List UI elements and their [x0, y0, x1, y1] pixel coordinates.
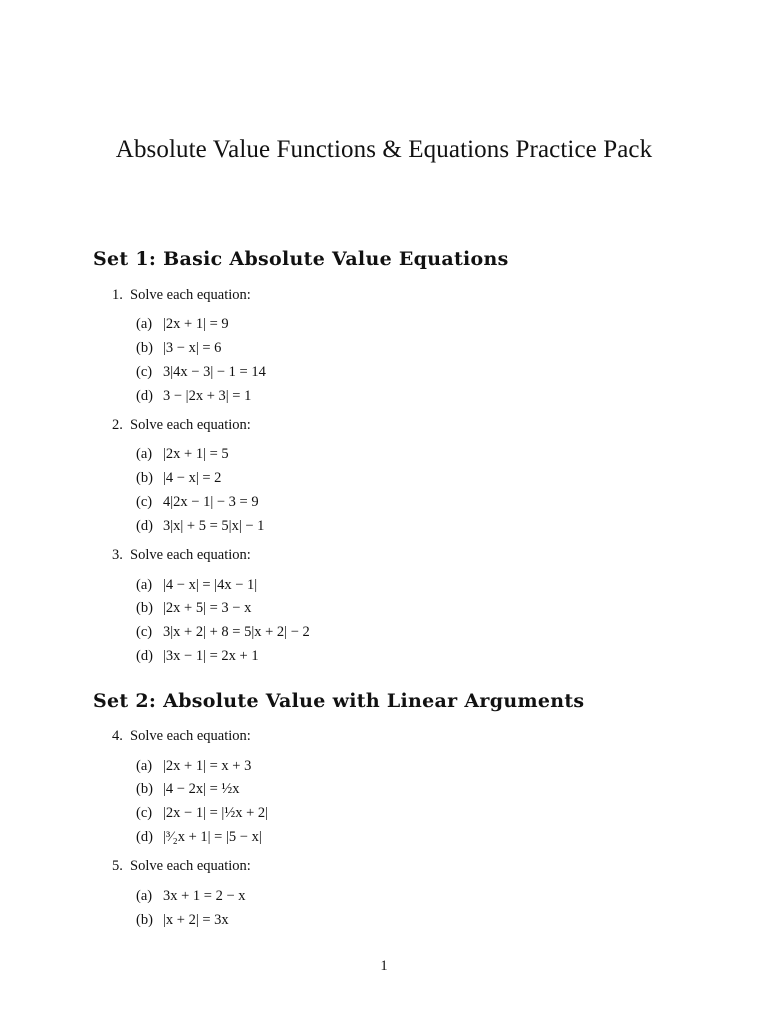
equation: |³⁄₂x + 1| = |5 − x| [163, 829, 262, 845]
problem-1-stem [112, 287, 251, 304]
equation: 3|x + 2| + 8 = 5|x + 2| − 2 [163, 624, 310, 640]
problem-4-stem [112, 728, 251, 745]
problem-3-stem [112, 547, 251, 564]
problem-stem-text: Solve each equation: [130, 287, 251, 303]
problem-5a [136, 888, 246, 905]
problem-4c [136, 805, 268, 822]
equation: |4 − 2x| = ½x [163, 781, 240, 797]
problem-3a [136, 577, 257, 594]
problem-4a [136, 758, 251, 775]
subitem-label: (a) [136, 446, 153, 462]
equation: 3 − |2x + 3| = 1 [163, 388, 252, 404]
problem-stem-text: Solve each equation: [130, 728, 251, 744]
problem-2a [136, 446, 229, 463]
problem-number: 1. [112, 287, 123, 303]
problem-2-stem [112, 417, 251, 434]
subitem-label: (a) [136, 888, 153, 904]
subitem-label: (d) [136, 388, 153, 404]
equation: |3 − x| = 6 [163, 340, 222, 356]
problem-2c [136, 494, 259, 511]
subitem-label: (c) [136, 624, 153, 640]
problem-stem-text: Solve each equation: [130, 858, 251, 874]
equation: |2x − 1| = |½x + 2| [163, 805, 269, 821]
subitem-label: (d) [136, 829, 153, 845]
problem-3c [136, 624, 310, 641]
subitem-label: (a) [136, 577, 153, 593]
equation: |4 − x| = |4x − 1| [163, 577, 258, 593]
equation: |3x − 1| = 2x + 1 [163, 648, 259, 664]
equation: 3|x| + 5 = 5|x| − 1 [163, 518, 265, 534]
problem-1b [136, 340, 221, 357]
problem-1a [136, 316, 229, 333]
problem-number: 5. [112, 858, 123, 874]
problem-number: 3. [112, 547, 123, 563]
page-number: 1 [380, 958, 388, 974]
problem-2d [136, 518, 264, 535]
equation: 4|2x − 1| − 3 = 9 [163, 494, 259, 510]
equation: |2x + 1| = x + 3 [163, 758, 252, 774]
subitem-label: (c) [136, 494, 153, 510]
problem-stem-text: Solve each equation: [130, 547, 251, 563]
equation: |2x + 1| = 9 [163, 316, 229, 332]
subitem-label: (b) [136, 470, 153, 486]
problem-4b [136, 781, 240, 798]
problem-stem-text: Solve each equation: [130, 417, 251, 433]
subitem-label: (b) [136, 340, 153, 356]
subitem-label: (c) [136, 805, 153, 821]
equation: |2x + 1| = 5 [163, 446, 229, 462]
equation: |x + 2| = 3x [163, 912, 229, 928]
subitem-label: (b) [136, 600, 153, 616]
problem-1d [136, 388, 251, 405]
problem-number: 4. [112, 728, 123, 744]
set-heading-2: Set 2: Absolute Value with Linear Arguments [93, 690, 585, 712]
problem-1c [136, 364, 266, 381]
problem-number: 2. [112, 417, 123, 433]
problem-5b [136, 912, 229, 929]
subitem-label: (d) [136, 648, 153, 664]
equation: 3x + 1 = 2 − x [163, 888, 246, 904]
problem-3d [136, 648, 259, 665]
problem-2b [136, 470, 221, 487]
subitem-label: (b) [136, 912, 153, 928]
subitem-label: (c) [136, 364, 153, 380]
problem-3b [136, 600, 251, 617]
subitem-label: (a) [136, 316, 153, 332]
problem-5-stem [112, 858, 251, 875]
document-title: Absolute Value Functions & Equations Practice Pack [115, 136, 653, 163]
subitem-label: (a) [136, 758, 153, 774]
subitem-label: (b) [136, 781, 153, 797]
subitem-label: (d) [136, 518, 153, 534]
set-heading-1: Set 1: Basic Absolute Value Equations [93, 248, 509, 270]
equation: 3|4x − 3| − 1 = 14 [163, 364, 266, 380]
equation: |4 − x| = 2 [163, 470, 222, 486]
problem-4d [136, 829, 262, 846]
equation: |2x + 5| = 3 − x [163, 600, 252, 616]
